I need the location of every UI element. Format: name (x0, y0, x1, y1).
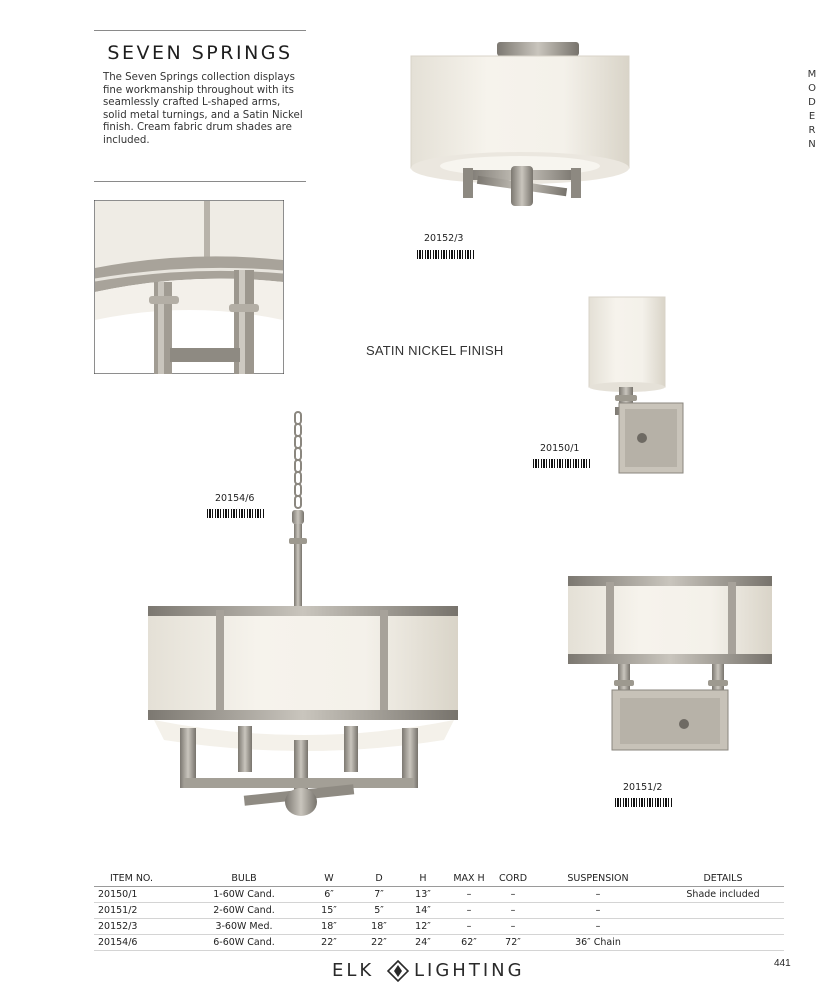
bottom-rule (94, 181, 306, 182)
barcode (615, 798, 673, 807)
side-label-letter: E (808, 111, 816, 122)
detail-photo (94, 200, 284, 374)
single-sconce-photo (585, 295, 695, 475)
side-label-letter: R (808, 125, 816, 136)
col-d: D (358, 872, 400, 887)
col-bulb: BULB (188, 872, 300, 887)
barcode (533, 459, 591, 468)
brand-left: ELK (332, 960, 375, 981)
brand-right: LIGHTING (414, 960, 525, 981)
col-details: DETAILS (662, 872, 784, 887)
product-code-20154-6: 20154/6 (215, 493, 255, 504)
table-row: 20151/2 2-60W Cand. 15″ 5″ 14″ – – – (94, 903, 784, 919)
col-item-no: ITEM NO. (94, 872, 188, 887)
table-row: 20150/1 1-60W Cand. 6″ 7″ 13″ – – – Shade included (94, 887, 784, 903)
product-code-20151-2: 20151/2 (623, 782, 663, 793)
diamond-icon (387, 960, 409, 982)
side-label-letter: M (807, 69, 817, 80)
side-label-letter: D (808, 97, 816, 108)
double-sconce-photo (566, 574, 776, 764)
barcode (417, 250, 475, 259)
col-max-h: MAX H (446, 872, 492, 887)
collection-description: The Seven Springs collection displays fine workmanship throughout with its seamlessly crafted L-shaped arms, solid metal turnings, and a Satin Nickel finish. Cream fabric drum shades are included. (103, 72, 303, 146)
product-code-20152-3: 20152/3 (424, 233, 464, 244)
finish-label: SATIN NICKEL FINISH (366, 343, 504, 358)
spec-table (94, 872, 784, 951)
col-h: H (400, 872, 446, 887)
side-label-letter: O (808, 83, 816, 94)
top-rule (94, 30, 306, 31)
pendant-chandelier-photo (144, 410, 464, 840)
collection-title: SEVEN SPRINGS (107, 42, 293, 64)
side-label-letter: N (808, 139, 816, 150)
table-row: 20152/3 3-60W Med. 18″ 18″ 12″ – – – (94, 919, 784, 935)
col-suspension: SUSPENSION (534, 872, 662, 887)
col-cord: CORD (492, 872, 534, 887)
table-row: 20154/6 6-60W Cand. 22″ 22″ 24″ 62″ 72″ 36″ Chain (94, 935, 784, 951)
flush-mount-photo (405, 38, 635, 218)
page-number: 441 (774, 958, 791, 969)
col-w: W (300, 872, 358, 887)
category-side-label (806, 68, 818, 152)
table-header-row (94, 872, 784, 887)
brand-logo (332, 958, 552, 984)
product-code-20150-1: 20150/1 (540, 443, 580, 454)
